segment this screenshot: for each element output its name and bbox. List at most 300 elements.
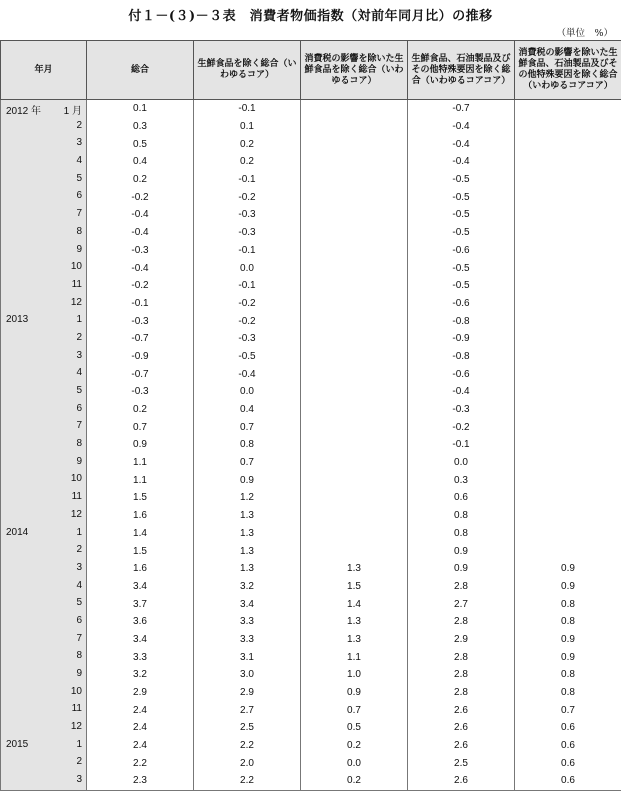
- value-cell: [515, 542, 621, 560]
- value-cell: -0.6: [408, 295, 515, 313]
- value-cell: -0.1: [87, 295, 194, 313]
- year-month-cell: [1, 100, 87, 118]
- value-cell: 3.6: [87, 613, 194, 631]
- value-cell: 0.9: [194, 471, 301, 489]
- value-cell: 0.0: [408, 454, 515, 472]
- value-cell: 2.8: [408, 648, 515, 666]
- value-cell: 3.3: [87, 648, 194, 666]
- value-cell: 0.4: [194, 401, 301, 419]
- value-cell: [515, 135, 621, 153]
- value-cell: 0.6: [515, 737, 621, 755]
- year-month-cell: [1, 525, 87, 543]
- table-row: [1, 701, 621, 719]
- month-label: 2: [76, 119, 82, 131]
- table-row: [1, 772, 621, 790]
- value-cell: [515, 471, 621, 489]
- month-label: 3: [76, 137, 82, 149]
- value-cell: -0.3: [87, 383, 194, 401]
- year-month-cell: [1, 188, 87, 206]
- value-cell: -0.5: [408, 188, 515, 206]
- value-cell: -0.7: [408, 100, 515, 118]
- value-cell: 1.0: [301, 666, 408, 684]
- value-cell: [301, 224, 408, 242]
- value-cell: 3.4: [87, 578, 194, 596]
- month-label: 5: [76, 385, 82, 396]
- header-row: [1, 41, 621, 100]
- value-cell: [515, 348, 621, 366]
- year-month-cell: [1, 684, 87, 702]
- value-cell: 3.4: [87, 631, 194, 649]
- value-cell: [301, 277, 408, 295]
- value-cell: 2.8: [408, 578, 515, 596]
- value-cell: [515, 507, 621, 525]
- month-label: 3: [76, 774, 82, 786]
- value-cell: 0.9: [408, 542, 515, 560]
- month-label: 5: [76, 172, 82, 184]
- value-cell: -0.6: [408, 365, 515, 383]
- value-cell: -0.4: [87, 224, 194, 242]
- value-cell: 3.3: [194, 613, 301, 631]
- value-cell: 0.4: [87, 153, 194, 171]
- value-cell: 0.8: [515, 613, 621, 631]
- value-cell: -0.2: [194, 312, 301, 330]
- value-cell: [301, 135, 408, 153]
- year-month-cell: [1, 436, 87, 454]
- table-row: [1, 613, 621, 631]
- value-cell: 0.0: [194, 383, 301, 401]
- value-cell: -0.3: [87, 312, 194, 330]
- month-label: 1: [76, 526, 82, 538]
- year-month-cell: [1, 242, 87, 260]
- value-cell: -0.2: [194, 295, 301, 313]
- year-label: 2015: [6, 738, 29, 750]
- value-cell: -0.4: [87, 259, 194, 277]
- year-month-cell: [1, 648, 87, 666]
- year-month-cell: [1, 418, 87, 436]
- value-cell: [301, 242, 408, 260]
- value-cell: [515, 206, 621, 224]
- header-all-items: 総合: [87, 41, 194, 100]
- year-month-cell: [1, 542, 87, 560]
- year-month-cell: [1, 401, 87, 419]
- month-label: 7: [76, 420, 82, 432]
- value-cell: [515, 489, 621, 507]
- value-cell: -0.1: [194, 171, 301, 189]
- value-cell: [301, 100, 408, 118]
- value-cell: 0.8: [408, 507, 515, 525]
- table-row: [1, 418, 621, 436]
- year-label: 2013: [6, 314, 29, 326]
- table-row: [1, 259, 621, 277]
- value-cell: 0.9: [515, 648, 621, 666]
- month-label: 6: [76, 190, 82, 202]
- month-label: 7: [76, 208, 82, 220]
- month-label: 9: [76, 243, 82, 255]
- table-row: [1, 224, 621, 242]
- month-label: 9: [76, 455, 82, 467]
- value-cell: [515, 295, 621, 313]
- table-row: [1, 719, 621, 737]
- year-month-cell: [1, 312, 87, 330]
- value-cell: [301, 401, 408, 419]
- value-cell: 0.7: [194, 418, 301, 436]
- month-label: 3: [76, 561, 82, 573]
- value-cell: -0.5: [408, 259, 515, 277]
- header-year-month: 年月: [1, 41, 87, 100]
- month-label: 11: [71, 703, 82, 715]
- value-cell: 0.6: [515, 772, 621, 790]
- table-row: [1, 153, 621, 171]
- month-label: 4: [76, 579, 82, 591]
- year-month-cell: [1, 454, 87, 472]
- header-core: 生鮮食品を除く総合（いわゆるコア）: [194, 41, 301, 100]
- table-row: [1, 737, 621, 755]
- value-cell: -0.5: [408, 224, 515, 242]
- value-cell: 1.3: [301, 560, 408, 578]
- value-cell: [301, 418, 408, 436]
- table-row: [1, 666, 621, 684]
- month-label: 12: [70, 296, 82, 308]
- year-month-cell: [1, 666, 87, 684]
- year-month-cell: [1, 206, 87, 224]
- value-cell: [301, 454, 408, 472]
- table-row: [1, 542, 621, 560]
- value-cell: -0.5: [408, 206, 515, 224]
- value-cell: 0.3: [87, 118, 194, 136]
- value-cell: 0.9: [515, 631, 621, 649]
- value-cell: 3.1: [194, 648, 301, 666]
- value-cell: 2.4: [87, 701, 194, 719]
- value-cell: [515, 436, 621, 454]
- value-cell: 1.6: [87, 507, 194, 525]
- value-cell: 2.6: [408, 701, 515, 719]
- value-cell: [301, 330, 408, 348]
- value-cell: -0.1: [408, 436, 515, 454]
- table-row: [1, 277, 621, 295]
- value-cell: 2.6: [408, 719, 515, 737]
- value-cell: [515, 118, 621, 136]
- year-month-cell: [1, 383, 87, 401]
- value-cell: [301, 436, 408, 454]
- value-cell: 1.3: [194, 542, 301, 560]
- value-cell: 0.8: [515, 684, 621, 702]
- value-cell: [515, 312, 621, 330]
- value-cell: 1.5: [87, 489, 194, 507]
- year-month-cell: [1, 719, 87, 737]
- value-cell: [515, 100, 621, 118]
- value-cell: 1.4: [87, 525, 194, 543]
- year-month-cell: [1, 365, 87, 383]
- value-cell: 1.1: [301, 648, 408, 666]
- value-cell: [515, 401, 621, 419]
- value-cell: 3.2: [87, 666, 194, 684]
- value-cell: 0.8: [194, 436, 301, 454]
- year-month-cell: [1, 348, 87, 366]
- value-cell: 2.2: [87, 754, 194, 772]
- month-label: 9: [76, 668, 82, 679]
- value-cell: 2.4: [87, 719, 194, 737]
- value-cell: 2.8: [408, 666, 515, 684]
- year-month-cell: [1, 171, 87, 189]
- value-cell: 2.0: [194, 754, 301, 772]
- table-title: 付１－(３)－３表 消費者物価指数（対前年同月比）の推移: [128, 9, 493, 24]
- month-label: 11: [71, 491, 82, 503]
- value-cell: 0.2: [194, 135, 301, 153]
- table-row: [1, 401, 621, 419]
- value-cell: 2.2: [194, 772, 301, 790]
- year-month-cell: [1, 471, 87, 489]
- value-cell: 0.1: [194, 118, 301, 136]
- value-cell: 1.3: [194, 507, 301, 525]
- value-cell: 1.3: [194, 560, 301, 578]
- value-cell: -0.6: [408, 242, 515, 260]
- value-cell: 0.0: [194, 259, 301, 277]
- value-cell: 0.0: [301, 754, 408, 772]
- table-row: [1, 578, 621, 596]
- value-cell: [301, 171, 408, 189]
- month-label: 5: [76, 597, 82, 609]
- month-label: 7: [76, 632, 82, 644]
- month-label: 2: [76, 331, 82, 343]
- value-cell: [301, 188, 408, 206]
- year-month-cell: [1, 277, 87, 295]
- value-cell: -0.1: [194, 277, 301, 295]
- value-cell: 0.2: [87, 401, 194, 419]
- value-cell: 0.7: [194, 454, 301, 472]
- value-cell: [515, 188, 621, 206]
- table-row: [1, 135, 621, 153]
- value-cell: 1.2: [194, 489, 301, 507]
- year-month-cell: [1, 772, 87, 790]
- month-label: 1: [76, 314, 82, 326]
- table-row: [1, 171, 621, 189]
- value-cell: 0.5: [87, 135, 194, 153]
- year-label: 2014: [6, 526, 29, 538]
- year-label: 2012 年: [6, 106, 42, 117]
- value-cell: -0.7: [87, 330, 194, 348]
- year-month-cell: [1, 259, 87, 277]
- year-month-cell: [1, 489, 87, 507]
- value-cell: [515, 171, 621, 189]
- month-label: 10: [70, 685, 82, 697]
- year-month-cell: [1, 701, 87, 719]
- value-cell: [515, 277, 621, 295]
- value-cell: 1.4: [301, 595, 408, 613]
- value-cell: 0.1: [87, 100, 194, 118]
- table-row: [1, 471, 621, 489]
- value-cell: -0.4: [408, 118, 515, 136]
- value-cell: -0.2: [87, 188, 194, 206]
- value-cell: [301, 383, 408, 401]
- year-month-cell: [1, 330, 87, 348]
- table-row: [1, 454, 621, 472]
- value-cell: 0.8: [515, 595, 621, 613]
- table-row: [1, 648, 621, 666]
- value-cell: -0.3: [194, 330, 301, 348]
- year-month-cell: [1, 754, 87, 772]
- value-cell: 0.8: [515, 666, 621, 684]
- value-cell: -0.1: [194, 100, 301, 118]
- month-label: 4: [76, 155, 82, 167]
- month-label: 2: [76, 544, 82, 556]
- value-cell: [301, 471, 408, 489]
- value-cell: 2.7: [194, 701, 301, 719]
- month-label: 2: [76, 756, 82, 768]
- cpi-table: [0, 40, 621, 791]
- value-cell: 0.7: [87, 418, 194, 436]
- value-cell: -0.3: [194, 224, 301, 242]
- month-label: 11: [71, 278, 82, 290]
- table-row: [1, 754, 621, 772]
- value-cell: [301, 295, 408, 313]
- value-cell: [301, 348, 408, 366]
- value-cell: [515, 153, 621, 171]
- value-cell: 2.8: [408, 613, 515, 631]
- value-cell: [301, 312, 408, 330]
- value-cell: 0.2: [87, 171, 194, 189]
- header-core-core-excl-tax: 消費税の影響を除いた生鮮食品、石油製品及びその他特殊要因を除く総合（いわゆるコアコア）: [515, 41, 621, 100]
- value-cell: [301, 259, 408, 277]
- month-label: 1 月: [63, 106, 82, 117]
- value-cell: -0.7: [87, 365, 194, 383]
- value-cell: [301, 118, 408, 136]
- month-label: 8: [76, 650, 82, 662]
- value-cell: 0.8: [408, 525, 515, 543]
- month-label: 3: [76, 349, 82, 361]
- value-cell: -0.1: [194, 242, 301, 260]
- table-row: [1, 206, 621, 224]
- year-month-cell: [1, 613, 87, 631]
- value-cell: [515, 454, 621, 472]
- value-cell: [301, 153, 408, 171]
- value-cell: 1.3: [301, 613, 408, 631]
- value-cell: [515, 259, 621, 277]
- value-cell: 0.7: [515, 701, 621, 719]
- value-cell: -0.5: [408, 277, 515, 295]
- value-cell: 2.3: [87, 772, 194, 790]
- value-cell: -0.8: [408, 312, 515, 330]
- value-cell: -0.4: [408, 383, 515, 401]
- month-label: 10: [70, 261, 82, 273]
- value-cell: 0.2: [301, 737, 408, 755]
- year-month-cell: [1, 578, 87, 596]
- table-row: [1, 118, 621, 136]
- table-row: [1, 684, 621, 702]
- header-core-core: 生鮮食品、石油製品及びその他特殊要因を除く総合（いわゆるコアコア）: [408, 41, 515, 100]
- table-row: [1, 348, 621, 366]
- year-month-cell: [1, 631, 87, 649]
- value-cell: [515, 224, 621, 242]
- value-cell: 0.6: [408, 489, 515, 507]
- table-row: [1, 560, 621, 578]
- month-label: 8: [76, 225, 82, 237]
- year-month-cell: [1, 507, 87, 525]
- year-month-cell: [1, 135, 87, 153]
- value-cell: [515, 383, 621, 401]
- value-cell: -0.3: [87, 242, 194, 260]
- value-cell: -0.4: [194, 365, 301, 383]
- value-cell: 0.2: [194, 153, 301, 171]
- value-cell: -0.3: [194, 206, 301, 224]
- value-cell: 0.5: [301, 719, 408, 737]
- table-row: [1, 330, 621, 348]
- value-cell: [301, 507, 408, 525]
- value-cell: -0.5: [408, 171, 515, 189]
- value-cell: -0.4: [408, 135, 515, 153]
- value-cell: 2.8: [408, 684, 515, 702]
- value-cell: 3.3: [194, 631, 301, 649]
- year-month-cell: [1, 295, 87, 313]
- value-cell: -0.2: [194, 188, 301, 206]
- value-cell: -0.4: [408, 153, 515, 171]
- value-cell: 1.1: [87, 454, 194, 472]
- year-month-cell: [1, 595, 87, 613]
- value-cell: -0.2: [408, 418, 515, 436]
- table-row: [1, 365, 621, 383]
- value-cell: 3.4: [194, 595, 301, 613]
- table-row: [1, 295, 621, 313]
- value-cell: 0.2: [301, 772, 408, 790]
- value-cell: 0.6: [515, 754, 621, 772]
- value-cell: -0.9: [87, 348, 194, 366]
- table-row: [1, 100, 621, 118]
- header-core-excl-tax: 消費税の影響を除いた生鮮食品を除く総合（いわゆるコア）: [301, 41, 408, 100]
- value-cell: -0.2: [87, 277, 194, 295]
- month-label: 1: [76, 738, 82, 750]
- value-cell: 1.1: [87, 471, 194, 489]
- value-cell: [301, 542, 408, 560]
- month-label: 12: [70, 721, 82, 733]
- value-cell: 0.9: [301, 684, 408, 702]
- month-label: 10: [70, 473, 82, 485]
- month-label: 6: [76, 402, 82, 414]
- value-cell: -0.8: [408, 348, 515, 366]
- value-cell: 2.6: [408, 772, 515, 790]
- value-cell: 3.2: [194, 578, 301, 596]
- value-cell: 0.7: [301, 701, 408, 719]
- value-cell: 2.5: [194, 719, 301, 737]
- value-cell: [301, 206, 408, 224]
- table-row: [1, 242, 621, 260]
- value-cell: 1.5: [87, 542, 194, 560]
- value-cell: 0.9: [515, 578, 621, 596]
- value-cell: [515, 365, 621, 383]
- value-cell: 2.5: [408, 754, 515, 772]
- value-cell: 0.3: [408, 471, 515, 489]
- table-row: [1, 489, 621, 507]
- value-cell: 2.2: [194, 737, 301, 755]
- value-cell: -0.9: [408, 330, 515, 348]
- table-row: [1, 595, 621, 613]
- value-cell: 0.6: [515, 719, 621, 737]
- month-label: 4: [76, 367, 82, 379]
- value-cell: [515, 242, 621, 260]
- month-label: 8: [76, 438, 82, 450]
- value-cell: [301, 489, 408, 507]
- year-month-cell: [1, 560, 87, 578]
- value-cell: [515, 525, 621, 543]
- value-cell: 0.9: [87, 436, 194, 454]
- value-cell: 2.6: [408, 737, 515, 755]
- value-cell: 0.9: [515, 560, 621, 578]
- unit-label: （単位 %）: [556, 28, 613, 39]
- table-body: [1, 100, 621, 791]
- table-row: [1, 525, 621, 543]
- value-cell: 1.3: [301, 631, 408, 649]
- year-month-cell: [1, 153, 87, 171]
- value-cell: 3.7: [87, 595, 194, 613]
- value-cell: 2.9: [194, 684, 301, 702]
